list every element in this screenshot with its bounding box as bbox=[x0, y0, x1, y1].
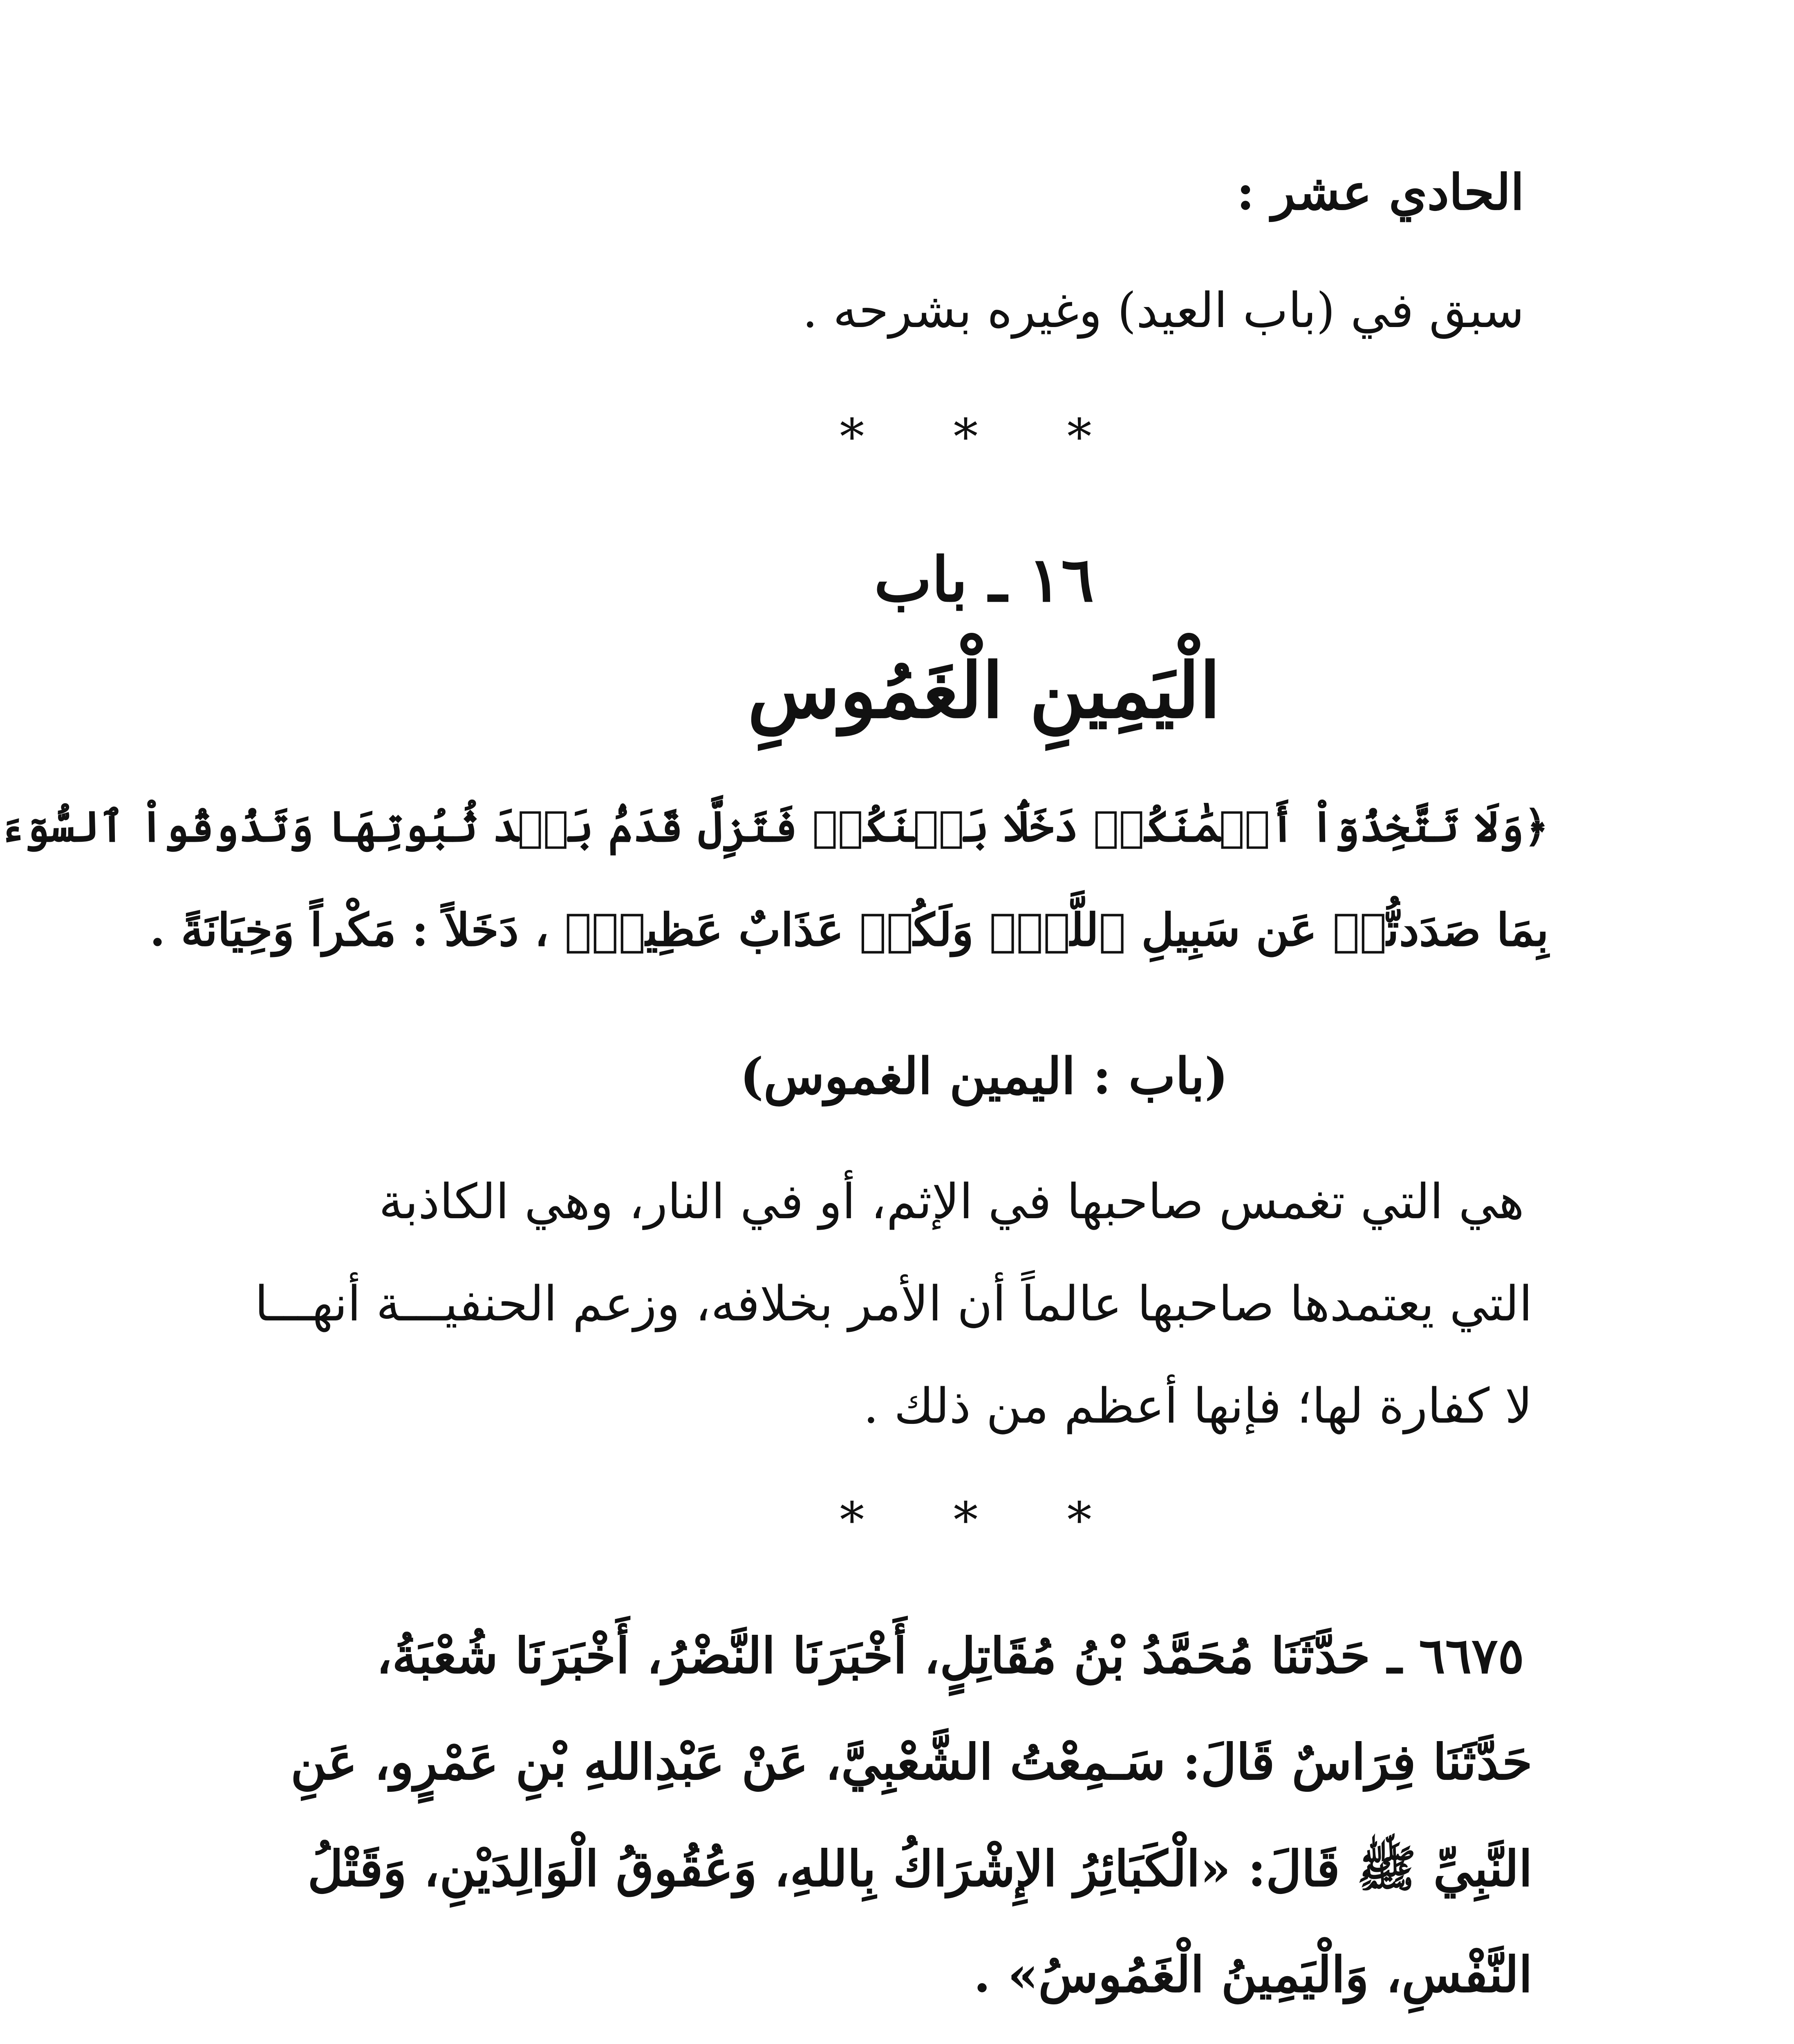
hadith-line-2: حَدَّثَنَا فِرَاسٌ قَالَ: سَـمِعْتُ الشَّعْبِيَّ، عَنْ عَبْدِاللهِ بْنِ عَمْرٍو، عَنِ bbox=[290, 1733, 1532, 1791]
commentary-line-2: التي يعتمدها صاحبها عالماً أن الأمر بخلافه، وزعم الحنفيـــة أنهـــا bbox=[255, 1275, 1532, 1332]
chapter-number: ١٦ ـ باب bbox=[874, 544, 1094, 616]
hadith-line-4: النَّفْسِ، وَالْيَمِينُ الْغَمُوسُ» . bbox=[973, 1946, 1532, 2004]
chapter-title: الْيَمِينِ الْغَمُوسِ bbox=[748, 646, 1221, 735]
quran-verse-line-1: ﴿وَلَا تَتَّخِذُوٓاْ أَيۡمَٰنَكُمۡ دَخَلَۢا بَيۡنَكُمۡ فَتَزِلَّ قَدَمُۢ بَعۡدَ ثُبُوتِهَا وَتَذُوقُواْ ٱلسُّوٓءَ bbox=[0, 801, 1549, 852]
hadith-line-1: ٦٦٧٥ ـ حَدَّثَنَا مُحَمَّدُ بْنُ مُقَاتِلٍ، أَخْبَرَنَا النَّضْرُ، أَخْبَرَنَا شُعْبَةُ، bbox=[376, 1627, 1524, 1685]
hadith-line-3: النَّبِيِّ ﷺ قَالَ: «الْكَبَائِرُ الإِشْرَاكُ بِاللهِ، وَعُقُوقُ الْوَالِدَيْنِ، وَقَتْلُ bbox=[307, 1840, 1532, 1898]
commentary-line-1: هي التي تغمس صاحبها في الإثم، أو في النار، وهي الكاذبة bbox=[379, 1173, 1524, 1230]
quran-verse-line-2: بِمَا صَدَدتُّمۡ عَن سَبِيلِ ٱللَّهِۖ وَلَكُمۡ عَذَابٌ عَظِيمٞ﴾ ، دَخَلاً : مَكْراً وَخِيَانَةً . bbox=[150, 903, 1549, 956]
section-text: سبق في (باب العيد) وغيره بشرحه . bbox=[802, 282, 1524, 338]
separator-stars-2: * * * bbox=[840, 1492, 1129, 1549]
section-heading: الحادي عشر : bbox=[1236, 164, 1524, 221]
commentary-line-3: لا كفارة لها؛ فإنها أعظم من ذلك . bbox=[863, 1378, 1532, 1434]
commentary-heading: (باب : اليمين الغموس) bbox=[740, 1047, 1228, 1105]
separator-stars: * * * bbox=[840, 409, 1129, 466]
